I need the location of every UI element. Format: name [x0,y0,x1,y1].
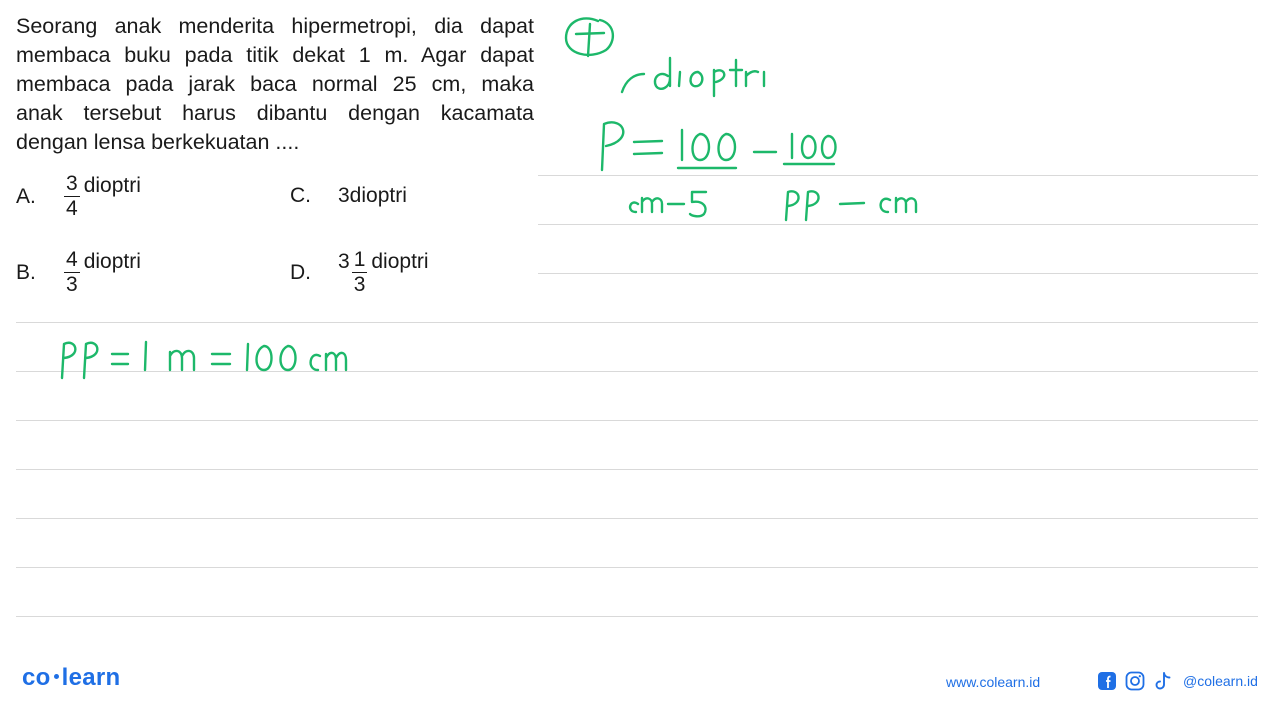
option-b[interactable] [16,248,141,297]
ruled-line [538,273,1258,274]
fraction-denominator: 4 [66,197,78,220]
option-a[interactable] [16,172,141,221]
tiktok-icon[interactable] [1153,671,1173,691]
fraction [352,248,368,297]
option-value: 3dioptri [338,184,407,207]
question-text [16,12,534,157]
instagram-icon[interactable] [1125,671,1145,691]
option-unit: dioptri [83,249,141,273]
handwritten-formula [594,112,934,227]
ruled-line [16,469,1258,470]
facebook-icon[interactable] [1097,671,1117,691]
fraction [64,172,80,221]
fraction-numerator: 1 [353,248,366,271]
fraction-numerator: 4 [66,248,78,271]
option-letter: B. [16,260,36,284]
logo-part: learn [61,664,121,691]
ruled-line [16,420,1258,421]
option-letter: A. [16,184,36,208]
question-line: dengan lensa berkekuatan .... [16,130,300,154]
option-unit: dioptri [83,173,141,197]
website-link[interactable]: www.colearn.id [946,674,1041,690]
fraction-denominator: 3 [66,273,78,296]
option-c[interactable] [290,184,407,208]
fraction-denominator: 3 [353,273,366,296]
ruled-line [16,616,1258,617]
social-links [1097,671,1258,691]
option-unit: dioptri [371,249,429,273]
ruled-line [16,518,1258,519]
ruled-line [16,567,1258,568]
colearn-logo [22,664,120,692]
option-letter: D. [290,260,311,284]
handwritten-pp-equation [56,336,356,387]
logo-dot [54,674,59,679]
question-line: membaca pada jarak baca normal 25 cm, maka [16,72,534,96]
question-line: anak tersebut harus dibantu dengan kacamata [16,101,534,125]
option-d[interactable] [290,248,429,297]
fraction-numerator: 3 [66,172,78,195]
question-line: membaca buku pada titik dekat 1 m. Agar dapat [16,43,534,67]
social-handle: @colearn.id [1183,673,1258,689]
logo-part: co [22,664,51,691]
handwritten-plus-sign [562,12,618,67]
fraction [64,248,80,297]
ruled-line [16,322,1258,323]
question-line: Seorang anak menderita hipermetropi, dia dapat [16,14,534,38]
handwritten-dioptri-label [618,48,768,105]
option-letter: C. [290,184,311,207]
mixed-whole: 3 [338,249,350,273]
